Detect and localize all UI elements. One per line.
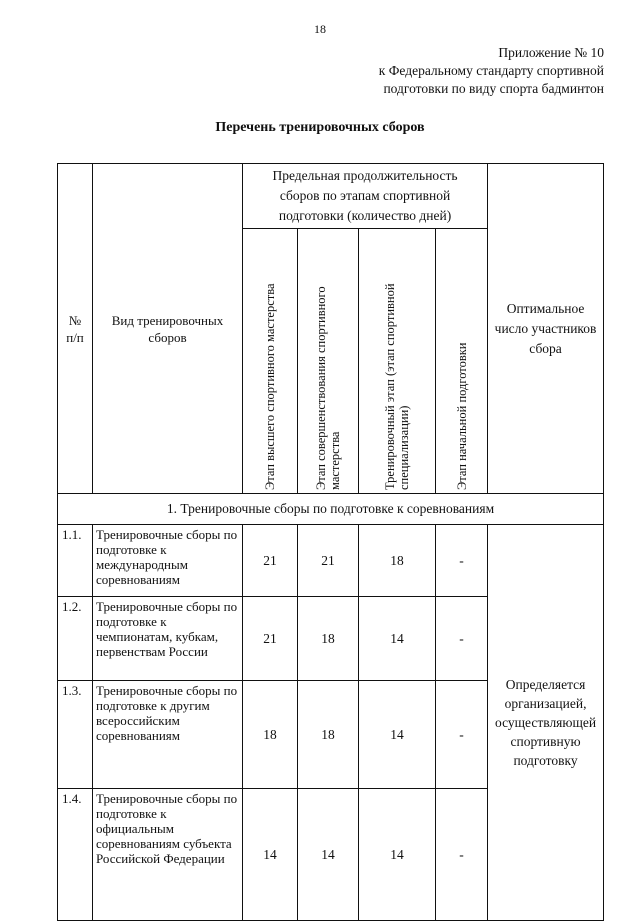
row-name: Тренировочные сборы по подготовке к международным соревнованиям [93, 525, 243, 597]
row-num: 1.1. [58, 525, 93, 597]
stage-1-label: Этап высшего спортивного мастерства [263, 283, 277, 490]
stage-3-label: Тренировочный этап (этап спортивной специализации) [383, 283, 411, 490]
header-stage-4 [436, 229, 488, 494]
row-value-stage-3: 14 [359, 789, 436, 921]
row-value-stage-2: 21 [298, 525, 359, 597]
row-value-stage-3: 14 [359, 597, 436, 681]
row-value-stage-4: - [436, 789, 488, 921]
row-value-stage-1: 14 [243, 789, 298, 921]
header-type: Вид тренировочных сборов [93, 164, 243, 494]
row-name: Тренировочные сборы по подготовке к другим всероссийским соревнованиям [93, 681, 243, 789]
header-stage-3 [359, 229, 436, 494]
annex-line-1: Приложение № 10 [498, 45, 604, 60]
stage-2-label: Этап совершенствования спортивного мастерства [314, 286, 342, 490]
table-row [58, 525, 604, 597]
row-value-stage-4: - [436, 681, 488, 789]
header-stage-1 [243, 229, 298, 494]
header-optimal: Оптимальное число участников сбора [488, 164, 604, 494]
stage-4-label: Этап начальной подготовки [454, 342, 469, 490]
header-num: № п/п [58, 164, 93, 494]
row-value-stage-4: - [436, 525, 488, 597]
header-row-1 [58, 164, 604, 229]
row-num: 1.4. [58, 789, 93, 921]
row-name: Тренировочные сборы по подготовке к официальным соревнованиям субъекта Российской Федерации [93, 789, 243, 921]
annex-header [379, 44, 604, 98]
annex-line-2: к Федеральному стандарту спортивной [378, 63, 604, 78]
document-title: Перечень тренировочных сборов [215, 120, 425, 135]
page-number: 18 [314, 22, 326, 36]
optimal-value: Определяется организацией, осуществляющей спортивную подготовку [488, 525, 604, 921]
header-duration: Предельная продолжительность сборов по этапам спортивной подготовки (количество дней) [243, 164, 488, 229]
row-value-stage-1: 21 [243, 597, 298, 681]
row-value-stage-2: 14 [298, 789, 359, 921]
header-stage-2 [298, 229, 359, 494]
row-value-stage-4: - [436, 597, 488, 681]
training-camps-table [57, 163, 604, 921]
row-value-stage-3: 14 [359, 681, 436, 789]
row-value-stage-2: 18 [298, 597, 359, 681]
row-value-stage-2: 18 [298, 681, 359, 789]
row-value-stage-3: 18 [359, 525, 436, 597]
row-num: 1.2. [58, 597, 93, 681]
section-row [58, 494, 604, 525]
annex-line-3: подготовки по виду спорта бадминтон [383, 81, 604, 96]
row-num: 1.3. [58, 681, 93, 789]
row-value-stage-1: 21 [243, 525, 298, 597]
row-value-stage-1: 18 [243, 681, 298, 789]
row-name: Тренировочные сборы по подготовке к чемпионатам, кубкам, первенствам России [93, 597, 243, 681]
section-title: 1. Тренировочные сборы по подготовке к соревнованиям [58, 494, 604, 525]
